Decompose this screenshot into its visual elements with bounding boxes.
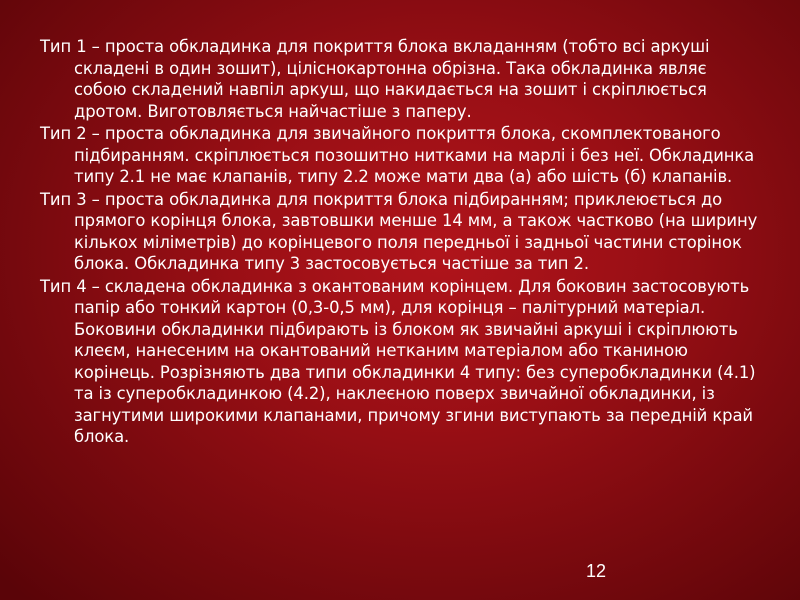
paragraph-type-3: Тип 3 – проста обкладинка для покриття блока підбиранням; приклеюється до прямого корінця блока, завтовшки менше 14 мм, а також частково (на ширину кількох міліметрів) до корінцевого поля передньої і задньої частини сторінок блока. Обкладинка типу 3 застосовується частіше за тип 2. (40, 189, 758, 273)
slide-body (40, 36, 764, 449)
page-number: 12 (585, 561, 606, 581)
paragraph-type-4: Тип 4 – складена обкладинка з окантованим корінцем. Для боковин застосовують папір або тонкий картон (0,3-0,5 мм), для корінця – палітурний матеріал. Боковини обкладинки підбирають із блоком як звичайні аркуші і скріплюють клеєм, нанесеним на окантований нетканим матеріалом або тканиною корінець. Розрізняють два типи обкладинки 4 типу: без суперобкладинки (4.1) та із суперобкладинкою (4.2), наклеєною поверх звичайної обкладинки, із загнутими широкими клапанами, причому згини виступають за передній край блока. (40, 276, 756, 446)
paragraph-type-2: Тип 2 – проста обкладинка для звичайного покриття блока, скомплектованого підбиранням. скріплюється позошитно нитками на марлі і без неї. Обкладинка типу 2.1 не має клапанів, типу 2.2 може мати два (а) або шість (б) клапанів. (40, 124, 755, 186)
paragraph-type-1: Тип 1 – проста обкладинка для покриття блока вкладанням (тобто всі аркуші складені в один зошит), ціліснокартонна обрізна. Така обкладинка являє собою складений навпіл аркуш, що накидається на зошит і скріплюється дротом. Виготовляється найчастіше з паперу. (40, 37, 710, 121)
